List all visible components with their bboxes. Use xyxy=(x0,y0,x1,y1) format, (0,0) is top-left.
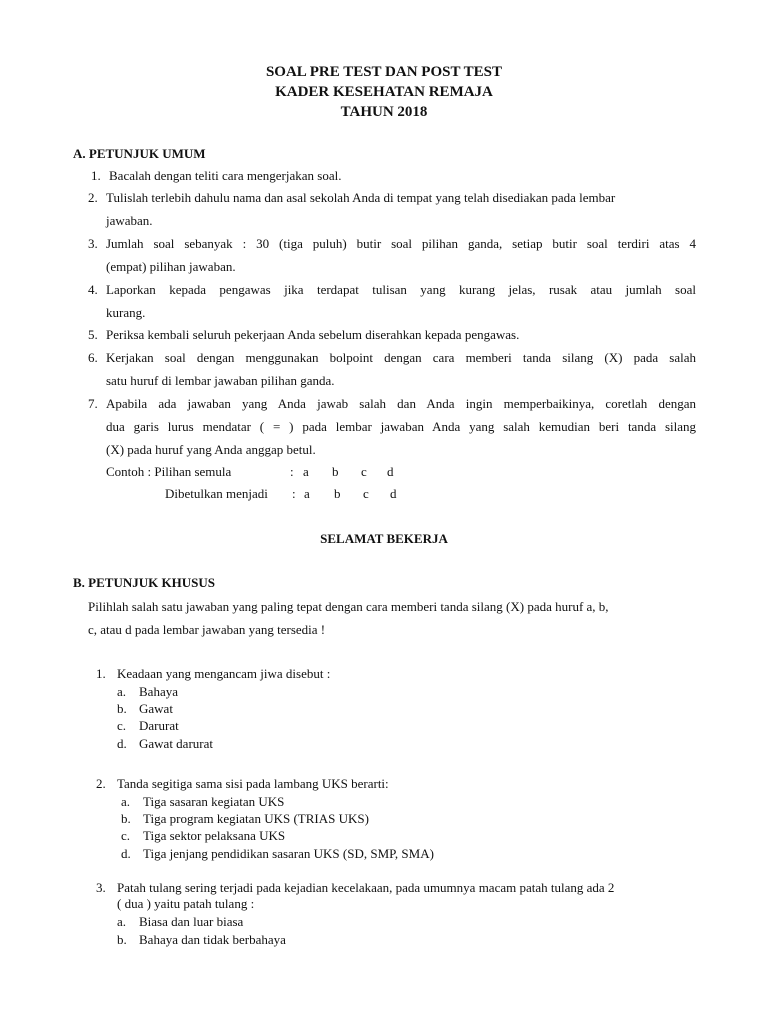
greeting-text: SELAMAT BEKERJA xyxy=(320,531,448,546)
item-text: (X) pada huruf yang Anda anggap betul. xyxy=(106,442,316,457)
example-option: d xyxy=(390,486,397,501)
item-text: kurang. xyxy=(106,305,146,320)
item-number: 6. xyxy=(88,350,98,365)
option-letter: c. xyxy=(117,718,127,733)
example-label: Contoh : Pilihan semula xyxy=(106,464,232,479)
item-text: jawaban. xyxy=(106,213,153,228)
option-text: Tiga jenjang pendidikan sasaran UKS (SD, SMP, SMA) xyxy=(143,846,434,861)
example-colon: : xyxy=(292,486,296,501)
option-letter: a. xyxy=(121,794,131,809)
example-option: c xyxy=(363,486,369,501)
option-text: Tiga sasaran kegiatan UKS xyxy=(143,794,285,809)
example-option: c xyxy=(361,464,367,479)
option-letter: d. xyxy=(117,736,127,751)
doc-title-line2: KADER KESEHATAN REMAJA xyxy=(275,84,493,100)
example-colon: : xyxy=(290,464,294,479)
option-text: Bahaya dan tidak berbahaya xyxy=(139,932,286,947)
example-option: b xyxy=(332,464,339,479)
question-number: 1. xyxy=(96,666,106,681)
option-letter: b. xyxy=(117,932,127,947)
option-letter: a. xyxy=(117,684,127,699)
item-text: Jumlah soal sebanyak : 30 (tiga puluh) butir soal pilihan ganda, setiap butir soal terdiri atas 4 xyxy=(106,236,696,251)
item-number: 2. xyxy=(88,190,98,205)
item-text: Tulislah terlebih dahulu nama dan asal sekolah Anda di tempat yang telah disediakan pada lembar xyxy=(106,190,616,205)
question-text: ( dua ) yaitu patah tulang : xyxy=(117,896,255,911)
question-number: 3. xyxy=(96,880,106,895)
question-text: Tanda segitiga sama sisi pada lambang UKS berarti: xyxy=(117,776,389,791)
option-text: Tiga sektor pelaksana UKS xyxy=(143,828,286,843)
item-number: 1. xyxy=(91,168,101,183)
item-text: (empat) pilihan jawaban. xyxy=(106,259,236,274)
section-b-heading: B. PETUNJUK KHUSUS xyxy=(73,575,215,590)
option-text: Tiga program kegiatan UKS (TRIAS UKS) xyxy=(143,811,369,826)
section-b-intro: c, atau d pada lembar jawaban yang tersedia ! xyxy=(88,622,326,637)
example-option: a xyxy=(304,486,310,501)
option-letter: d. xyxy=(121,846,131,861)
item-text: Apabila ada jawaban yang Anda jawab salah dan Anda ingin memperbaikinya, coretlah dengan xyxy=(106,396,696,411)
item-number: 4. xyxy=(88,282,98,297)
option-text: Bahaya xyxy=(139,684,178,699)
option-letter: c. xyxy=(121,828,131,843)
example-option: a xyxy=(303,464,309,479)
item-number: 3. xyxy=(88,236,98,251)
doc-title-line3: TAHUN 2018 xyxy=(340,104,428,120)
item-text: Kerjakan soal dengan menggunakan bolpoint dengan cara memberi tanda silang (X) pada salah xyxy=(106,350,696,365)
option-text: Darurat xyxy=(139,718,179,733)
item-number: 7. xyxy=(88,396,98,411)
option-letter: a. xyxy=(117,914,127,929)
question-number: 2. xyxy=(96,776,106,791)
option-letter: b. xyxy=(117,701,127,716)
option-letter: b. xyxy=(121,811,131,826)
item-text: Laporkan kepada pengawas jika terdapat tulisan yang kurang jelas, rusak atau jumlah soal xyxy=(106,282,696,297)
question-text: Patah tulang sering terjadi pada kejadian kecelakaan, pada umumnya macam patah tulang ada 2 xyxy=(117,880,615,895)
question-text: Keadaan yang mengancam jiwa disebut : xyxy=(117,666,331,681)
option-text: Gawat xyxy=(139,701,173,716)
item-text: Periksa kembali seluruh pekerjaan Anda sebelum diserahkan kepada pengawas. xyxy=(106,327,520,342)
doc-title-line1: SOAL PRE TEST DAN POST TEST xyxy=(265,64,503,80)
item-text: Bacalah dengan teliti cara mengerjakan soal. xyxy=(109,168,342,183)
item-text: satu huruf di lembar jawaban pilihan ganda. xyxy=(106,373,335,388)
option-text: Gawat darurat xyxy=(139,736,213,751)
section-b-intro: Pilihlah salah satu jawaban yang paling tepat dengan cara memberi tanda silang (X) pada huruf a, b, xyxy=(88,599,609,614)
item-text: dua garis lurus mendatar ( = ) pada lembar jawaban Anda yang salah kemudian beri tanda silang xyxy=(106,419,696,434)
item-number: 5. xyxy=(88,327,98,342)
example-option: d xyxy=(387,464,394,479)
example-label-corrected: Dibetulkan menjadi xyxy=(165,486,268,501)
example-option: b xyxy=(334,486,341,501)
section-a-heading: A. PETUNJUK UMUM xyxy=(73,146,206,161)
option-text: Biasa dan luar biasa xyxy=(139,914,244,929)
